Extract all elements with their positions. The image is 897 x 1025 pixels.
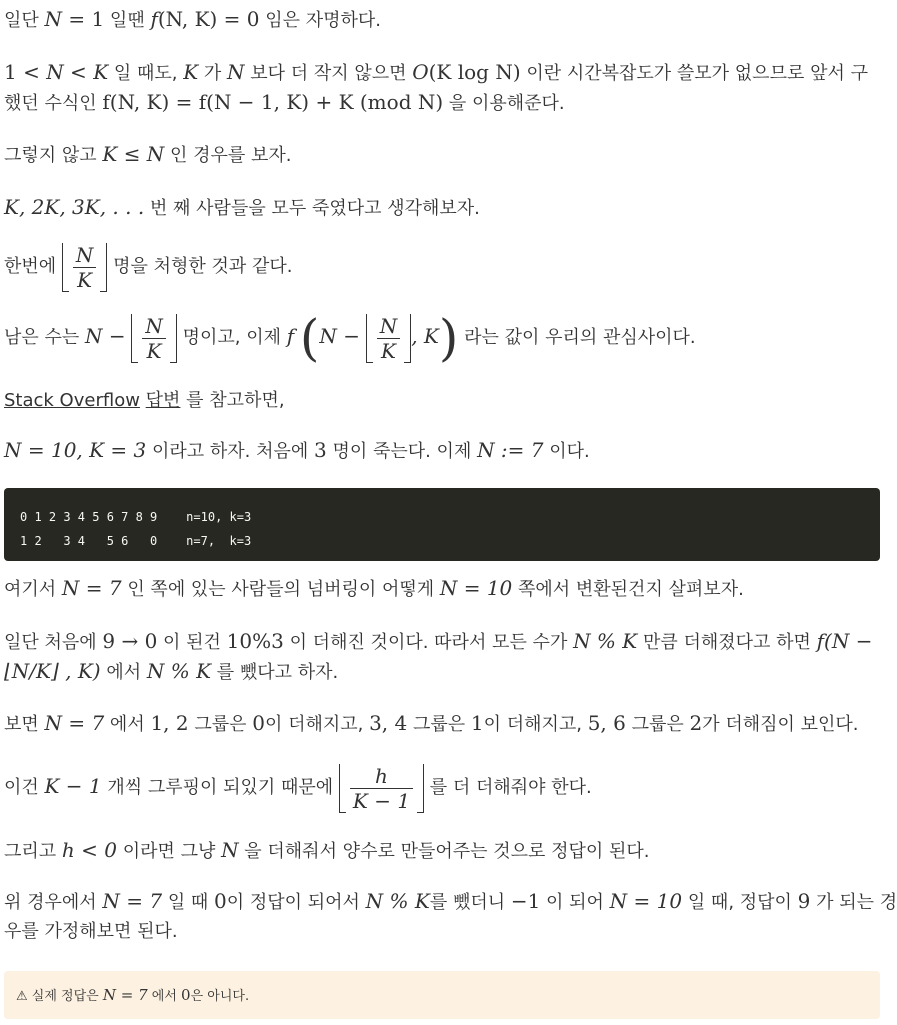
text: 그룹은 [625,714,690,735]
math: K [93,60,109,84]
text: 그룹은 [188,714,253,735]
text: 이 더해진 것이다. 따라서 모든 수가 [283,632,574,653]
math: N := 7 [477,438,544,462]
math: , K [411,324,439,348]
paragraph-8 [4,436,879,466]
math: N = 10, K = 3 [4,438,147,462]
text: 명이 죽는다. 이제 [326,441,478,462]
math: N = 10 [439,576,513,600]
math: f(N − [816,629,873,653]
text: 우를 가정해보면 된다. [4,921,178,942]
paragraph-14-line-2 [4,917,879,946]
math: N − [85,324,126,348]
numerator: N [75,242,94,267]
text: 를 뺐다고 하자. [211,662,339,683]
text: 을 이용해준다. [443,93,565,114]
math: 0 [181,986,191,1004]
code-line: 0 1 2 3 4 5 6 7 8 9 n=10, k=3 [20,510,252,524]
paragraph-4 [4,193,879,223]
text: 여기서 [4,579,62,600]
denominator: K [146,338,162,363]
text: 이라고 하자. 처음에 [146,441,314,462]
floor-fraction [366,314,412,363]
text: 가 [198,63,227,84]
text: 쪽에서 변환된건지 살펴보자. [512,579,744,600]
denominator: K − 1 [352,788,411,813]
math: N = 7 [44,711,105,735]
right-paren: ) [438,309,459,367]
text: 을 더해줘서 양수로 만들어주는 것으로 정답이 된다. [238,841,650,862]
floor-fraction [62,243,108,292]
text: 이건 [4,777,45,798]
paragraph-2 [4,58,879,118]
text: 에서 [104,714,151,735]
left-paren: ( [299,309,320,367]
text: 했던 수식인 [4,93,103,114]
stack-overflow-link[interactable]: Stack Overflow [4,390,140,411]
text: 이라면 그냥 [116,841,222,862]
math: 2 [689,711,703,735]
text: 개씩 그루핑이 되있기 때문에 [101,777,339,798]
math: K [183,60,199,84]
math: N [44,7,62,31]
paragraph-2-line-2 [4,88,879,118]
text: 인 경우를 보자. [164,145,292,166]
text: 이란 시간복잡도가 쓸모가 없으므로 앞서 구 [520,63,868,84]
text: 가 되는 경 [810,892,897,913]
text: 보다 더 작지 않으면 [244,63,413,84]
math: h < 0 [61,838,117,862]
denominator: K [77,267,93,292]
paragraph-3 [4,140,879,170]
floor-fraction [131,314,177,363]
numerator: N [145,313,163,338]
warning-icon: ⚠ [16,989,28,1004]
text: 보면 [4,714,45,735]
text: 라는 값이 우리의 관심사이다. [458,327,696,348]
text: 일 때도, [108,63,184,84]
math: −1 [510,889,541,913]
math: K ≤ N [102,142,165,166]
numerator: N [379,313,398,338]
math: 10%3 [226,629,284,653]
text: 일 때, 정답이 [682,892,798,913]
text: 일단 처음에 [4,632,103,653]
text: 이 되어 [540,892,610,913]
text: 를 뺐더니 [429,892,511,913]
text: 위 경우에서 [4,892,103,913]
math: 9 [797,889,811,913]
text: 실제 정답은 [31,989,103,1004]
paragraph-14-line-1 [4,887,897,917]
math: 3, 4 [369,711,408,735]
math: K, 2K, 3K, . . . [4,195,145,219]
text: 그룹은 [407,714,471,735]
text: 그리고 [4,841,62,862]
math: N = 7 [102,986,148,1004]
math: (N, K) = 0 [157,7,260,31]
math: < [63,60,94,84]
text: 명을 처형한 것과 같다. [107,256,293,277]
answer-link[interactable]: 답변 [145,390,181,411]
math: N [46,60,64,84]
paragraph-5 [4,240,879,294]
paragraph-1 [4,5,879,35]
math: f [150,7,158,31]
text: 번 째 사람들을 모두 죽였다고 생각해보자. [144,198,480,219]
paragraph-7 [4,386,879,415]
math: 1 < [4,60,47,84]
paragraph-9 [4,574,879,604]
note-box [4,971,880,1019]
math: ⌊N/K⌋ , K) [4,659,101,683]
math: (K log N) [428,60,521,84]
math: N = 7 [61,576,122,600]
math: = 1 [62,7,105,31]
text: 한번에 [4,256,62,277]
text: 이 더해지고, [264,714,370,735]
code-block [4,488,880,561]
floor-fraction [339,764,424,813]
paragraph-12 [4,758,879,816]
text: 일땐 [104,10,151,31]
code-line: 1 2 3 4 5 6 0 n=7, k=3 [20,534,252,548]
text: 일 때 [162,892,215,913]
text: 일단 [4,10,45,31]
math: N % K [573,629,638,653]
text: 가 더해짐이 보인다. [702,714,859,735]
math: 5, 6 [587,711,626,735]
text: 인 쪽에 있는 사람들의 넘버링이 어떻게 [121,579,440,600]
math: f [286,324,295,348]
paragraph-10-line-1 [4,627,879,657]
text: 은 아니다. [190,989,250,1004]
text: 이 된건 [157,632,227,653]
numerator: h [375,763,388,788]
math: 1, 2 [150,711,189,735]
denominator: K [380,338,396,363]
paragraph-2-line-1 [4,58,879,88]
text: 만큼 더해졌다고 하면 [637,632,817,653]
math: 0 [214,889,227,913]
math: 0 [252,711,265,735]
paragraph-11 [4,709,879,739]
math: N − [319,324,360,348]
text: 명이고, 이제 [176,327,287,348]
math: f(N, K) = f(N − 1, K) + K (mod N) [102,90,444,114]
paragraph-6 [4,308,879,366]
text: 이다. [543,441,590,462]
paragraph-10-line-2 [4,657,879,687]
text: 를 더 더해줘야 한다. [424,777,592,798]
math: 9 → 0 [102,629,158,653]
text: 그렇지 않고 [4,145,103,166]
text: 이 정답이 되어서 [226,892,366,913]
math: N [221,838,239,862]
paragraph-10 [4,627,879,687]
math: 3 [314,438,327,462]
math: N % K [365,889,430,913]
text: 남은 수는 [4,327,85,348]
math: 1 [470,711,484,735]
math: N [227,60,245,84]
paragraph-13 [4,836,879,866]
math: O [412,60,429,84]
text: 에서 [100,662,147,683]
math: N % K [146,659,212,683]
text: 임은 자명하다. [259,10,382,31]
text: 에서 [147,989,182,1004]
text: 이 더해지고, [483,714,588,735]
text: 를 참고하면, [180,390,285,411]
paragraph-14 [4,887,897,946]
math: N = 10 [609,889,683,913]
math: K − 1 [44,774,102,798]
math: N = 7 [102,889,163,913]
